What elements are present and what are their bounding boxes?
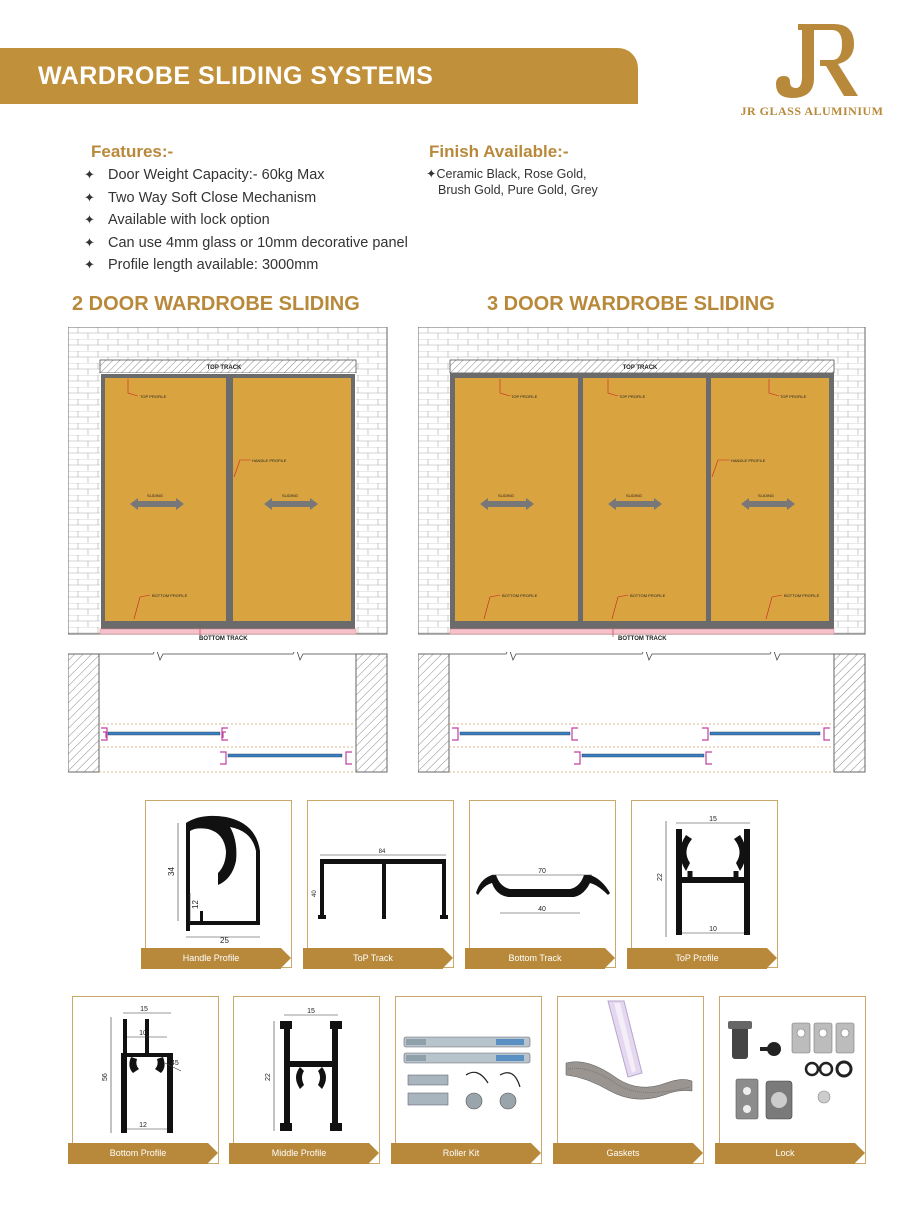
top-profile-label: TOP PROFILE xyxy=(511,394,538,399)
top-profile-label: TOP PROFILE xyxy=(140,394,167,399)
two-door-title: 2 DOOR WARDROBE SLIDING xyxy=(72,293,360,315)
sliding-label: SLIDING xyxy=(625,493,643,498)
feature-item: ✦ Door Weight Capacity:- 60kg Max xyxy=(84,167,325,183)
middle-profile-label: Middle Profile xyxy=(229,1143,369,1164)
title-bar xyxy=(0,48,638,104)
top-profile-label: TOP PROFILE xyxy=(619,394,646,399)
star-bullet-icon: ✦ xyxy=(84,257,95,273)
feature-item: ✦ Available with lock option xyxy=(84,212,270,229)
star-bullet-icon: ✦ xyxy=(426,167,437,181)
dim-height: 40 xyxy=(312,890,318,897)
lock-label: Lock xyxy=(715,1143,855,1164)
sliding-label: SLIDING xyxy=(757,493,775,498)
star-bullet-icon: ✦ xyxy=(84,234,95,250)
door-panel-outer xyxy=(101,728,228,740)
bottom-track-label: Bottom Track xyxy=(465,948,605,969)
dim-width-2: 10 xyxy=(709,926,717,933)
dim-height: 22 xyxy=(265,1073,272,1081)
top-track-label: TOP TRACK xyxy=(206,365,242,371)
middle-profile-card xyxy=(233,996,380,1164)
feature-item: ✦ Two Way Soft Close Mechanism xyxy=(84,189,317,206)
dim-width: 25 xyxy=(220,936,229,945)
handle-profile-label: HANDLE PROFILE xyxy=(731,458,766,463)
dim-width: 70 xyxy=(538,868,546,875)
top-profile-drawing xyxy=(632,801,779,951)
handle-profile-label: HANDLE PROFILE xyxy=(252,458,287,463)
dim-width-2: 10 xyxy=(139,1030,147,1037)
star-bullet-icon: ✦ xyxy=(84,212,95,228)
features-list xyxy=(84,165,408,278)
door-panel-middle xyxy=(574,752,712,764)
bottom-profile-label: BOTTOM PROFILE xyxy=(784,593,820,598)
finish-text xyxy=(426,166,646,198)
bottom-track-label: BOTTOM TRACK xyxy=(199,636,248,642)
dim-width-2: 40 xyxy=(538,906,546,913)
three-door-plan xyxy=(418,652,868,774)
top-track-card xyxy=(307,800,454,968)
dim-radius: 45 xyxy=(171,1060,179,1067)
dim-width-3: 12 xyxy=(139,1122,147,1129)
roller-kit-label: Roller Kit xyxy=(391,1143,531,1164)
gaskets-icon xyxy=(558,997,705,1147)
bottom-profile-label: Bottom Profile xyxy=(68,1143,208,1164)
top-track-drawing xyxy=(308,801,455,951)
bottom-profile-label: BOTTOM PROFILE xyxy=(630,593,666,598)
dim-width: 15 xyxy=(140,1006,148,1013)
logo xyxy=(732,18,892,118)
bottom-profile-card xyxy=(72,996,219,1164)
top-profile-label: ToP Profile xyxy=(627,948,767,969)
dim-width: 15 xyxy=(307,1008,315,1015)
bottom-profile-label: BOTTOM PROFILE xyxy=(502,593,538,598)
finish-line-1: Ceramic Black, Rose Gold, xyxy=(436,167,587,181)
gaskets-card xyxy=(557,996,704,1164)
handle-profile-card xyxy=(145,800,292,968)
finish-line-2: Brush Gold, Pure Gold, Grey xyxy=(438,183,598,197)
door-panel-inner xyxy=(220,752,352,764)
door-panel-right xyxy=(702,728,830,740)
features-title: Features:- xyxy=(91,142,174,161)
bottom-profile-label: BOTTOM PROFILE xyxy=(152,593,188,598)
feature-item: ✦ Profile length available: 3000mm xyxy=(84,257,319,274)
gaskets-label: Gaskets xyxy=(553,1143,693,1164)
sliding-label: SLIDING xyxy=(146,493,164,498)
dim-height-2: 12 xyxy=(191,900,200,909)
sliding-label: SLIDING xyxy=(281,493,299,498)
top-profile-label: TOP PROFILE xyxy=(780,394,807,399)
lock-card xyxy=(719,996,866,1164)
star-bullet-icon: ✦ xyxy=(84,189,95,205)
sliding-label: SLIDING xyxy=(497,493,515,498)
lock-icon xyxy=(720,997,867,1147)
two-door-plan xyxy=(68,652,388,774)
dim-width: 15 xyxy=(709,816,717,823)
roller-kit-card xyxy=(395,996,542,1164)
door-panel-left xyxy=(452,728,578,740)
top-profile-card xyxy=(631,800,778,968)
bottom-track-drawing xyxy=(470,801,617,951)
star-bullet-icon: ✦ xyxy=(84,167,95,182)
dim-height: 34 xyxy=(167,867,176,876)
three-door-title: 3 DOOR WARDROBE SLIDING xyxy=(487,293,775,315)
handle-profile-label: Handle Profile xyxy=(141,948,281,969)
two-door-elevation xyxy=(68,327,388,637)
middle-profile-drawing xyxy=(234,997,381,1147)
top-track-label: ToP Track xyxy=(303,948,443,969)
bottom-track-label: BOTTOM TRACK xyxy=(618,636,667,642)
roller-kit-icon xyxy=(396,997,543,1147)
dim-width: 84 xyxy=(378,849,386,855)
finish-title: Finish Available:- xyxy=(429,142,569,161)
feature-item: ✦ Can use 4mm glass or 10mm decorative panel xyxy=(84,234,408,251)
page-title: WARDROBE SLIDING SYSTEMS xyxy=(38,62,434,90)
dim-height: 22 xyxy=(657,873,664,881)
dim-height: 56 xyxy=(102,1073,109,1081)
bottom-track-card xyxy=(469,800,616,968)
handle-profile-drawing xyxy=(146,801,293,951)
top-track-label: TOP TRACK xyxy=(622,365,658,371)
three-door-elevation xyxy=(418,327,868,637)
company-name: JR GLASS ALUMINIUM xyxy=(740,104,884,118)
bottom-profile-drawing xyxy=(73,997,220,1147)
jr-logo-icon xyxy=(754,18,864,100)
